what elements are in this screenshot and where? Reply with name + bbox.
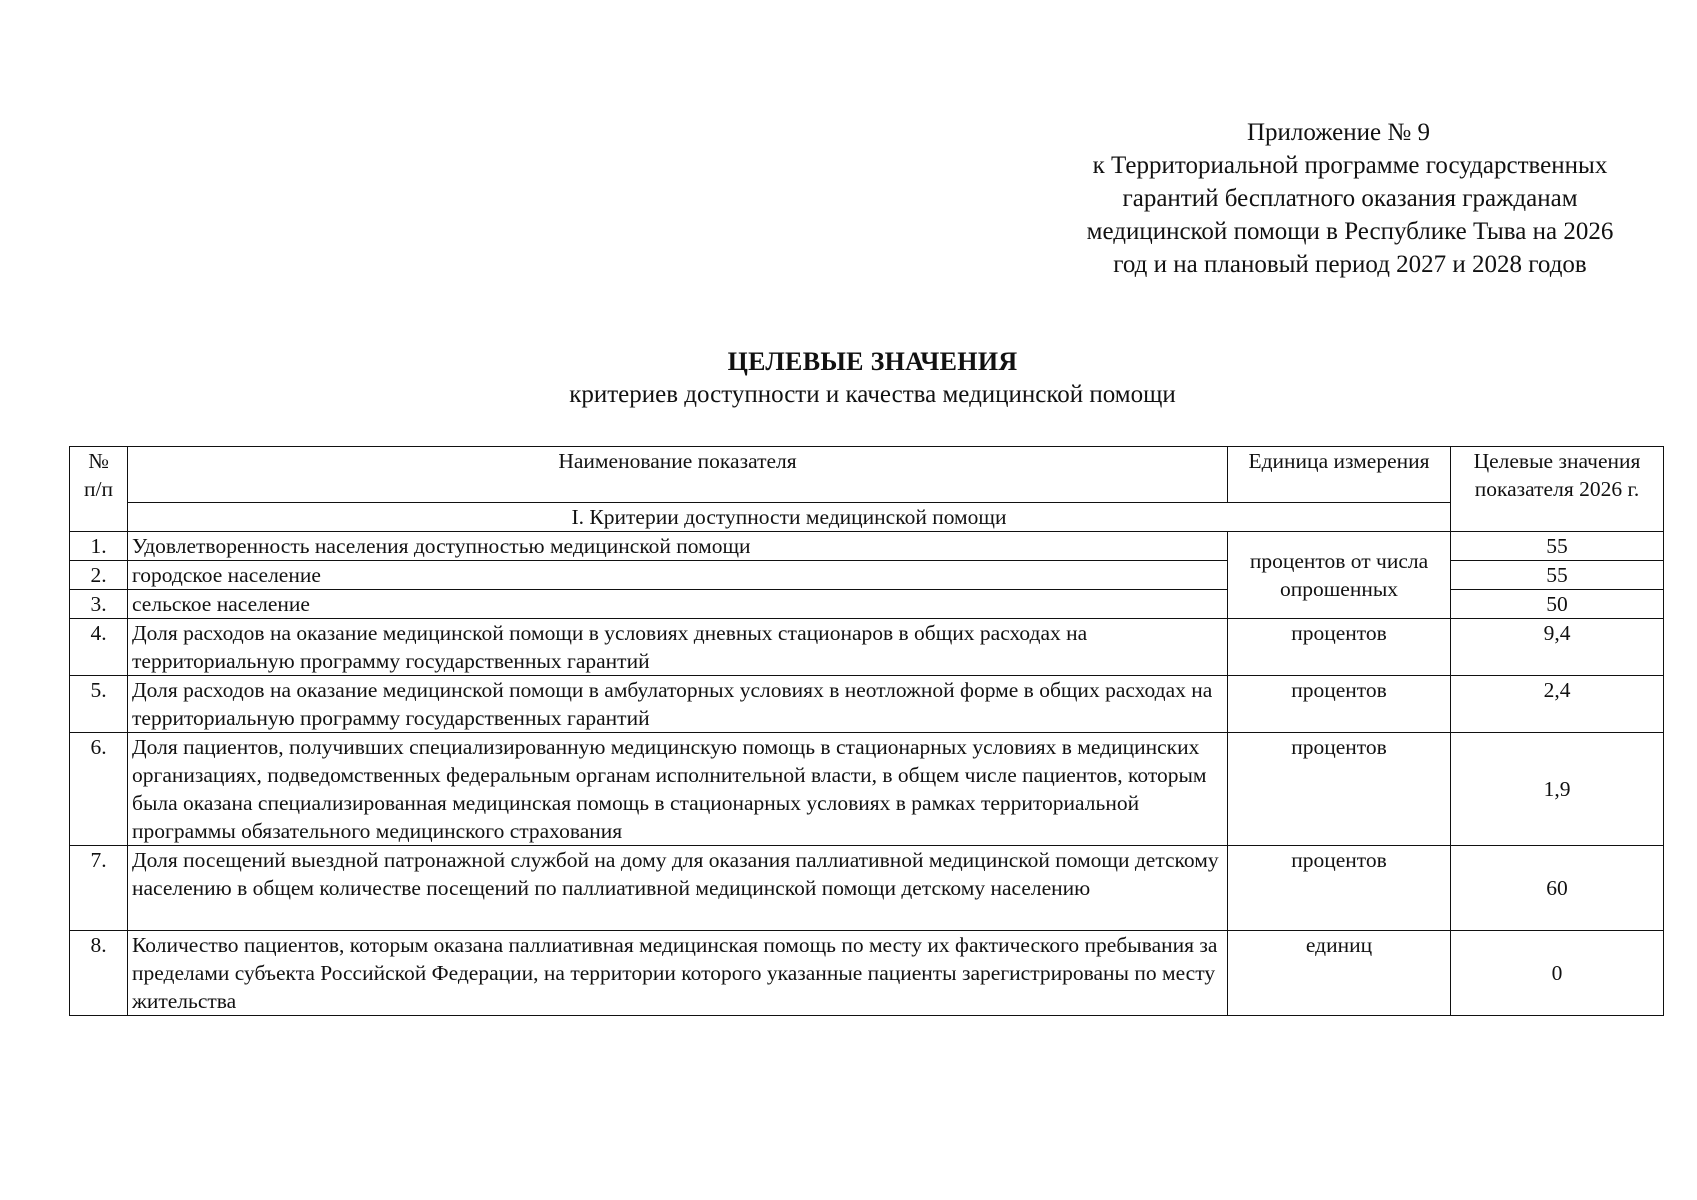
header-num-line2: п/п [84,477,113,501]
row-num: 7. [70,846,128,931]
row-value: 60 [1451,846,1664,931]
row-num: 5. [70,676,128,733]
table-row [70,619,1664,676]
row-unit: процентов от числа опрошенных [1228,532,1451,619]
table-header-row [70,447,1664,503]
row-num: 1. [70,532,128,561]
row-name: Количество пациентов, которым оказана паллиативная медицинская помощь по месту их фактического пребывания за пределами субъекта Российской Федерации, на территории которого указанные пациенты зарегистрированы по месту жительства [128,931,1228,1016]
row-num: 2. [70,561,128,590]
row-value: 55 [1451,561,1664,590]
table-row [70,733,1664,846]
header-target [1451,447,1664,532]
header-name: Наименование показателя [128,447,1228,503]
appendix-header [1040,116,1660,281]
appendix-line: год и на плановый период 2027 и 2028 годов [1113,251,1587,278]
header-unit: Единица измерения [1228,447,1451,503]
table-row [70,676,1664,733]
table-row [70,931,1664,1016]
table-row [70,846,1664,931]
appendix-line: медицинской помощи в Республике Тыва на 2026 [1086,218,1614,245]
header-target-line2: показателя 2026 г. [1474,477,1640,501]
row-unit: процентов [1228,733,1451,846]
row-value: 55 [1451,532,1664,561]
header-num-line1: № [88,449,109,473]
appendix-title: Приложение № 9 [1246,119,1430,146]
row-name: сельское население [128,590,1228,619]
header-target-line1: Целевые значения [1473,449,1641,473]
row-value: 1,9 [1451,733,1664,846]
row-num: 6. [70,733,128,846]
header-num [70,447,128,532]
section-title: I. Критерии доступности медицинской помощи [128,503,1451,532]
row-value: 2,4 [1451,676,1664,733]
row-value: 50 [1451,590,1664,619]
row-num: 3. [70,590,128,619]
section-row [70,503,1664,532]
row-num: 4. [70,619,128,676]
row-name: Доля расходов на оказание медицинской помощи в условиях дневных стационаров в общих расходах на территориальную программу государственных гарантий [128,619,1228,676]
row-name: Доля пациентов, получивших специализированную медицинскую помощь в стационарных условиях в медицинских организациях, подведомственных федеральным органам исполнительной власти, в общем числе пациентов, которым была оказана специализированная медицинская помощь в стационарных условиях в рамках территориальной программы обязательного медицинского страхования [128,733,1228,846]
row-unit: единиц [1228,931,1451,1016]
appendix-line: гарантий бесплатного оказания гражданам [1122,185,1578,212]
row-unit: процентов [1228,676,1451,733]
table-row [70,532,1664,561]
row-num: 8. [70,931,128,1016]
document-heading [0,345,1697,411]
appendix-line: к Территориальной программе государственных [1092,152,1608,179]
sub-title: критериев доступности и качества медицинской помощи [569,381,1176,408]
row-name: Доля посещений выездной патронажной службой на дому для оказания паллиативной медицинской помощи детскому населению в общем количестве посещений по паллиативной медицинской помощи детскому населению [128,846,1228,931]
row-name: Доля расходов на оказание медицинской помощи в амбулаторных условиях в неотложной форме в общих расходах на территориальную программу государственных гарантий [128,676,1228,733]
row-name: Удовлетворенность населения доступностью медицинской помощи [128,532,1228,561]
row-unit: процентов [1228,846,1451,931]
row-value: 0 [1451,931,1664,1016]
main-title: ЦЕЛЕВЫЕ ЗНАЧЕНИЯ [727,347,1018,376]
criteria-table [69,446,1664,1016]
row-name: городское население [128,561,1228,590]
row-value: 9,4 [1451,619,1664,676]
row-unit: процентов [1228,619,1451,676]
